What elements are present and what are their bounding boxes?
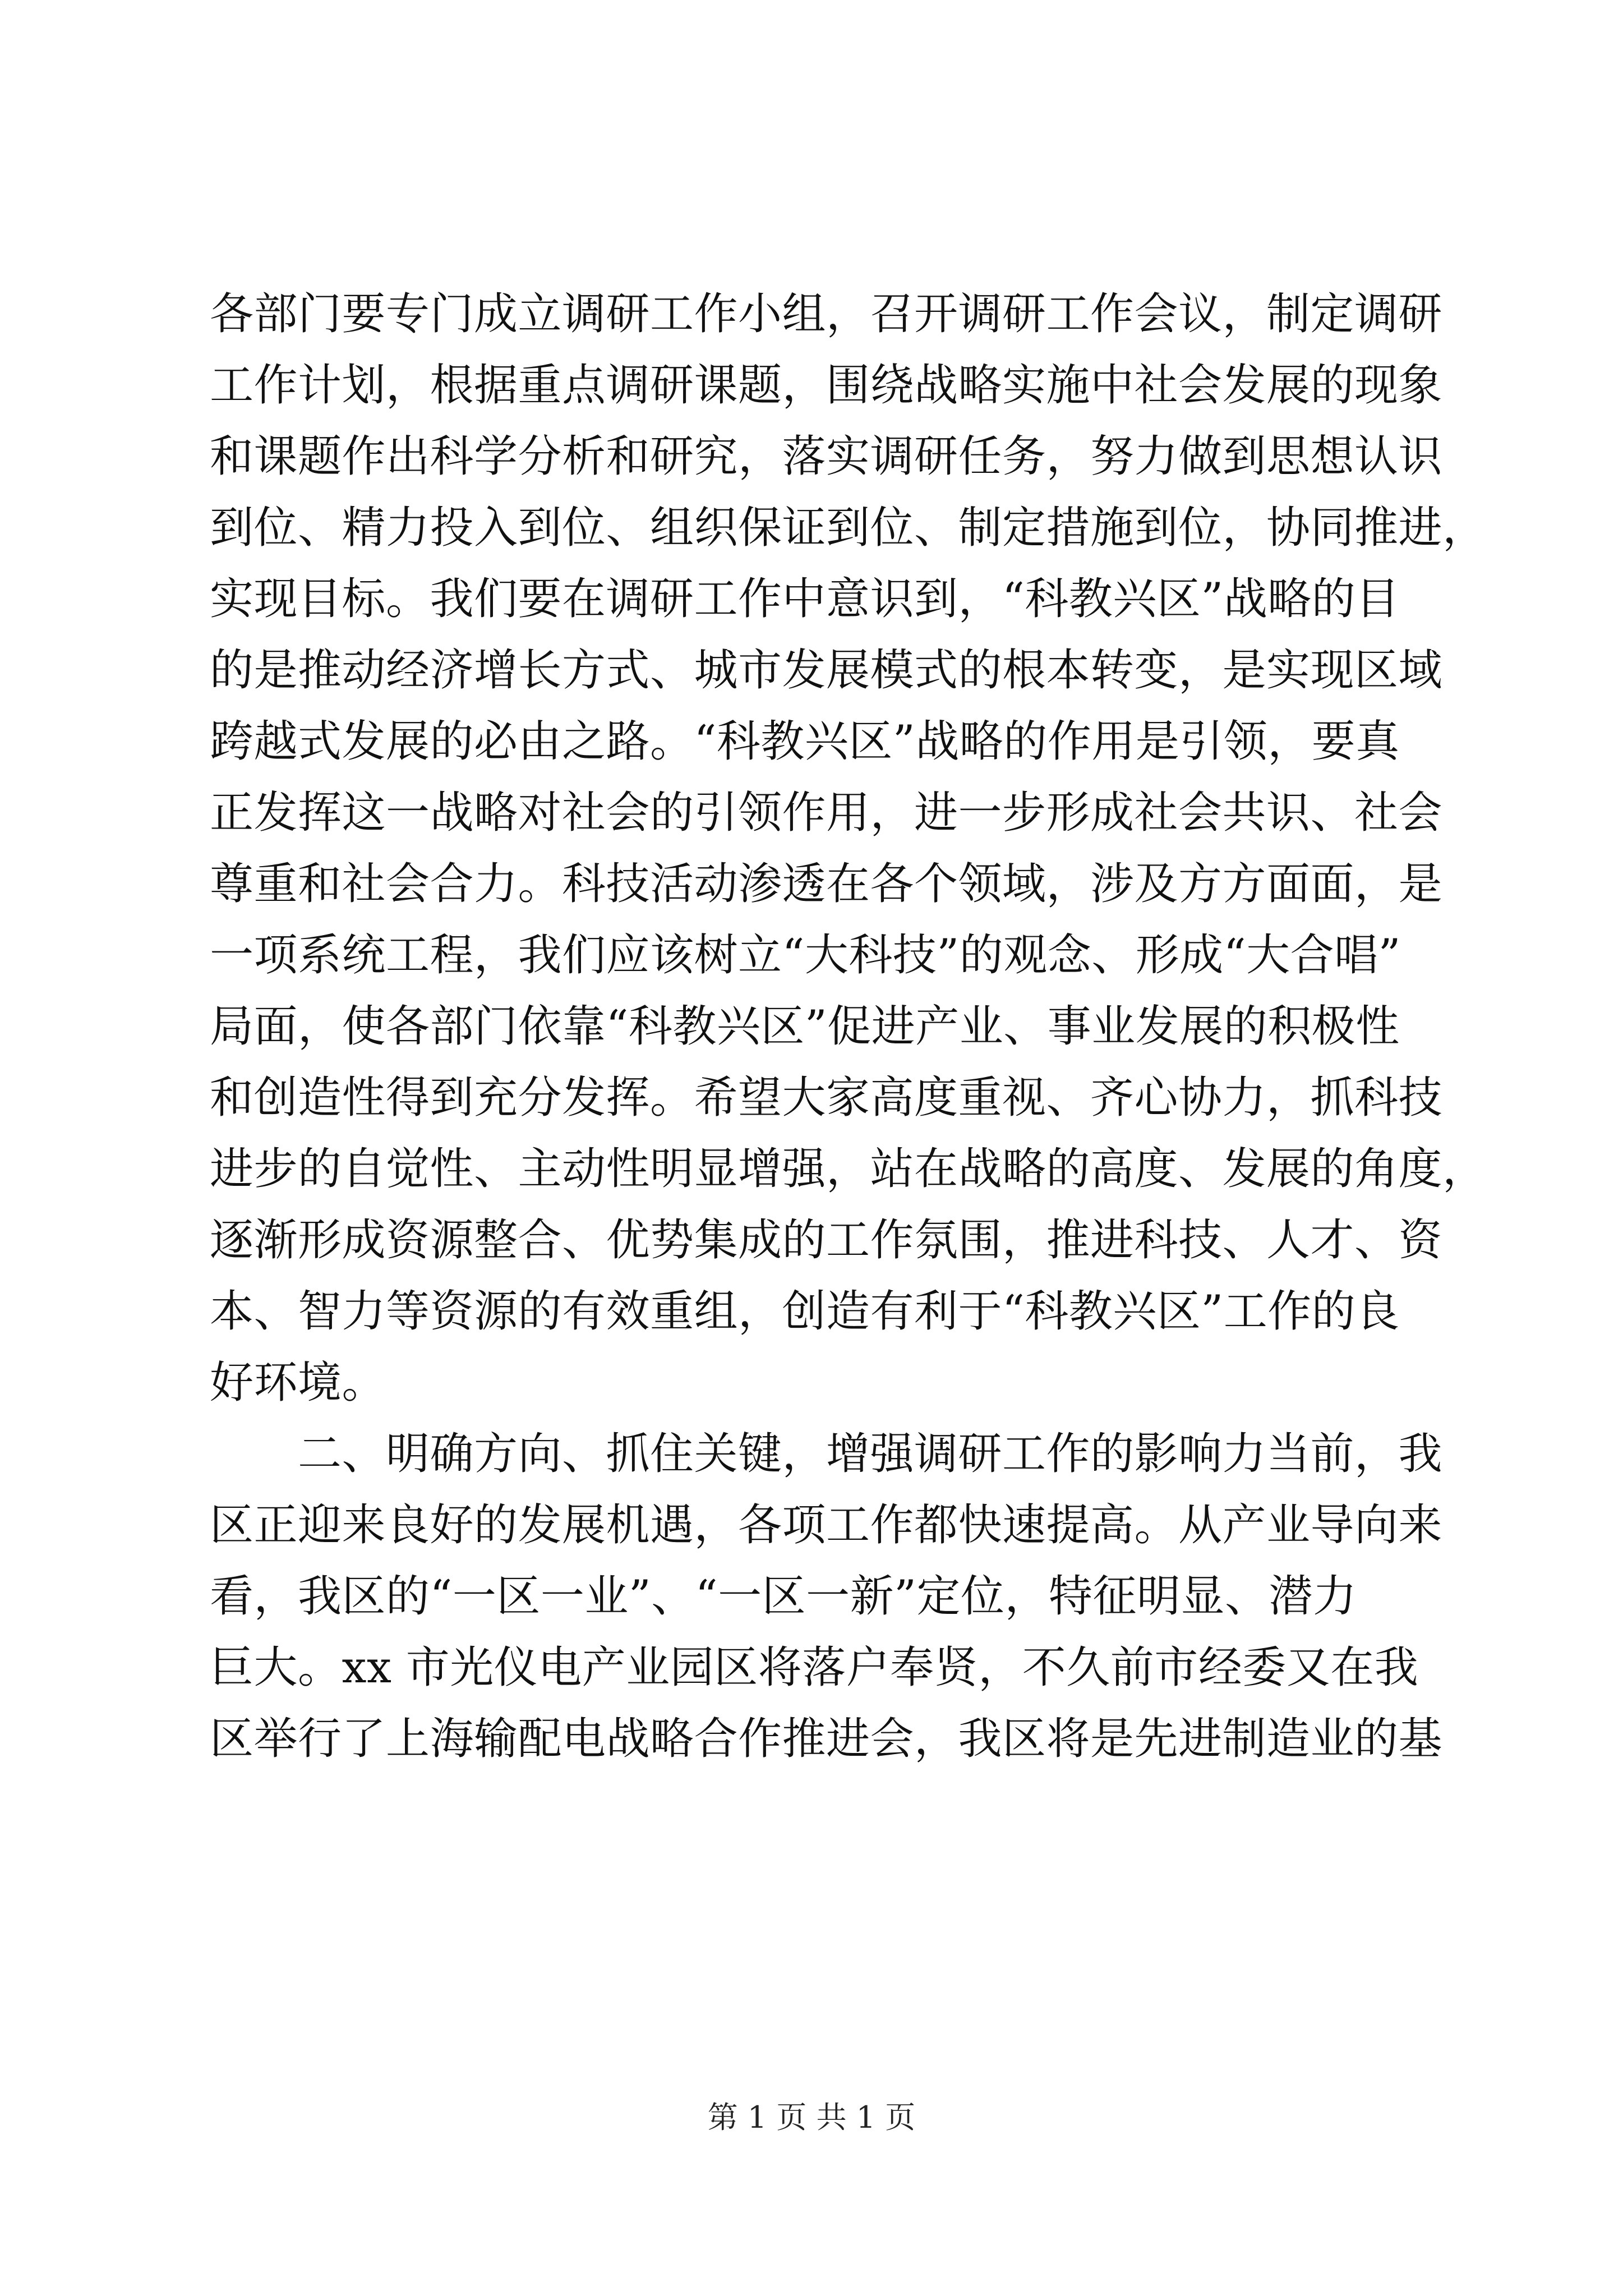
text-line: 逐渐形成资源整合、优势集成的工作氛围，推进科技、人才、资 bbox=[210, 1215, 1443, 1266]
text-line: 各部门要专门成立调研工作小组，召开调研工作会议，制定调研 bbox=[210, 289, 1443, 339]
text-line: 区举行了上海输配电战略合作推进会，我区将是先进制造业的基 bbox=[210, 1714, 1443, 1764]
text-line: 跨越式发展的必由之路。“科教兴区”战略的作用是引领，要真 bbox=[210, 716, 1400, 767]
text-line: 本、智力等资源的有效重组，创造有利于“科教兴区”工作的良 bbox=[210, 1286, 1400, 1337]
text-line: 工作计划，根据重点调研课题，围绕战略实施中社会发展的现象 bbox=[210, 360, 1443, 411]
text-line: 看，我区的“一区一业”、“一区一新”定位，特征明显、潜力 bbox=[210, 1571, 1357, 1622]
page-number-footer: 第 1 页 共 1 页 bbox=[707, 2100, 916, 2135]
text-line: 和创造性得到充分发挥。希望大家高度重视、齐心协力，抓科技 bbox=[210, 1073, 1443, 1123]
text-line: 实现目标。我们要在调研工作中意识到，“科教兴区”战略的目 bbox=[210, 574, 1400, 624]
text-line: 巨大。xx 市光仪电产业园区将落户奉贤，不久前市经委又在我 bbox=[210, 1642, 1419, 1693]
text-line: 进步的自觉性、主动性明显增强，站在战略的高度、发展的角度， bbox=[210, 1144, 1487, 1194]
text-line: 的是推动经济增长方式、城市发展模式的根本转变，是实现区域 bbox=[210, 645, 1443, 696]
text-line: 局面，使各部门依靠“科教兴区”促进产业、事业发展的积极性 bbox=[210, 1001, 1400, 1052]
text-line: 一项系统工程，我们应该树立“大科技”的观念、形成“大合唱” bbox=[210, 930, 1401, 981]
text-line: 到位、精力投入到位、组织保证到位、制定措施到位，协同推进， bbox=[210, 503, 1487, 553]
paragraph-start-line: 二、明确方向、抓住关键，增强调研工作的影响力当前，我 bbox=[210, 1429, 1443, 1479]
text-line: 区正迎来良好的发展机遇，各项工作都快速提高。从产业导向来 bbox=[210, 1500, 1443, 1550]
text-line: 正发挥这一战略对社会的引领作用，进一步形成社会共识、社会 bbox=[210, 788, 1443, 838]
text-line: 和课题作出科学分析和研究，落实调研任务，努力做到思想认识 bbox=[210, 431, 1443, 482]
text-line: 尊重和社会合力。科技活动渗透在各个领域，涉及方方面面，是 bbox=[210, 859, 1443, 909]
text-line: 好环境。 bbox=[210, 1358, 386, 1408]
